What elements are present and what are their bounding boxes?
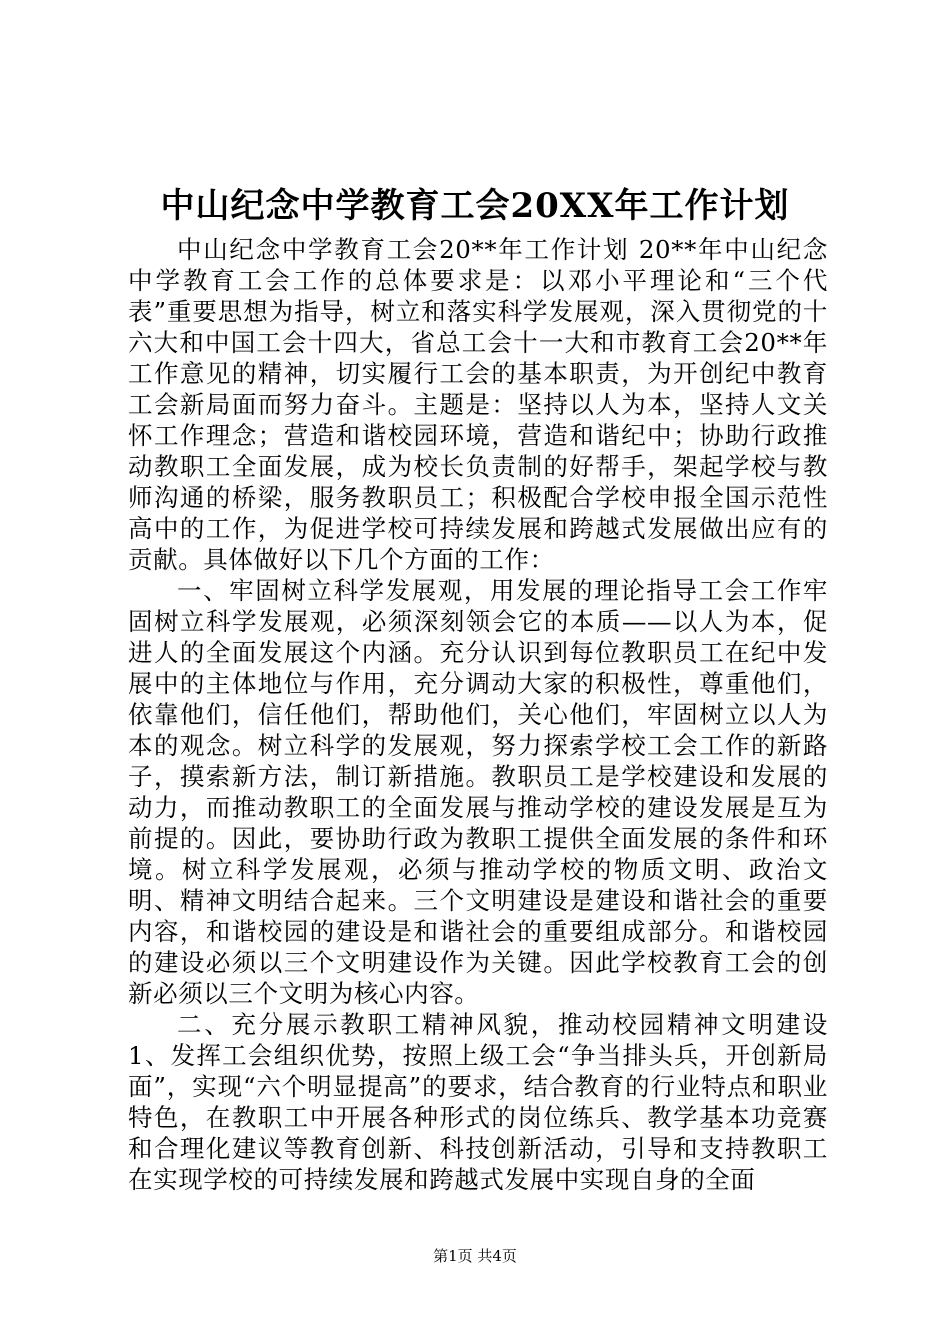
paragraph-intro: 中山纪念中学教育工会20**年工作计划 20**年中山纪念中学教育工会工作的总体要求是：以邓小平理论和“三个代表”重要思想为指导，树立和落实科学发展观，深入贯彻党的十六大和中国工会十四大，省总工会十一大和市教育工会20**年工作意见的精神，切实履行工会的基本职责，为开创纪中教育工会新局面而努力奋斗。主题是：坚持以人为本，坚持人文关怀工作理念；营造和谐校园环境，营造和谐纪中；协助行政推动教职工全面发展，成为校长负责制的好帮手，架起学校与教师沟通的桥梁，服务教职员工；积极配合学校申报全国示范性高中的工作，为促进学校可持续发展和跨越式发展做出应有的贡献。具体做好以下几个方面的工作：	[128, 235, 828, 574]
paragraph-section-1: 一、牢固树立科学发展观，用发展的理论指导工会工作牢固树立科学发展观，必须深刻领会它的本质——以人为本，促进人的全面发展这个内涵。充分认识到每位教职员工在纪中发展中的主体地位与作用，充分调动大家的积极性，尊重他们，依靠他们，信任他们，帮助他们，关心他们，牢固树立以人为本的观念。树立科学的发展观，努力探索学校工会工作的新路子，摸索新方法，制订新措施。教职员工是学校建设和发展的动力，而推动教职工的全面发展与推动学校的建设发展是互为前提的。因此，要协助行政为教职工提供全面发展的条件和环境。树立科学发展观，必须与推动学校的物质文明、政治文明、精神文明结合起来。三个文明建设是建设和谐社会的重要内容，和谐校园的建设是和谐社会的重要组成部分。和谐校园的建设必须以三个文明建设作为关键。因此学校教育工会的创新必须以三个文明为核心内容。	[128, 576, 828, 1008]
page-footer: 第1页 共4页	[433, 1247, 517, 1265]
document-title: 中山纪念中学教育工会20XX年工作计划	[160, 186, 790, 226]
document-body	[128, 234, 828, 1195]
paragraph-section-2: 二、充分展示教职工精神风貌，推动校园精神文明建设 1、发挥工会组织优势，按照上级工会“争当排头兵，开创新局面”，实现“六个明显提高”的要求，结合教育的行业特点和职业特色，在教职工中开展各种形式的岗位练兵、教学基本功竞赛和合理化建议等教育创新、科技创新活动，引导和支持教职工在实现学校的可持续发展和跨越式发展中实现自身的全面	[128, 1010, 828, 1194]
